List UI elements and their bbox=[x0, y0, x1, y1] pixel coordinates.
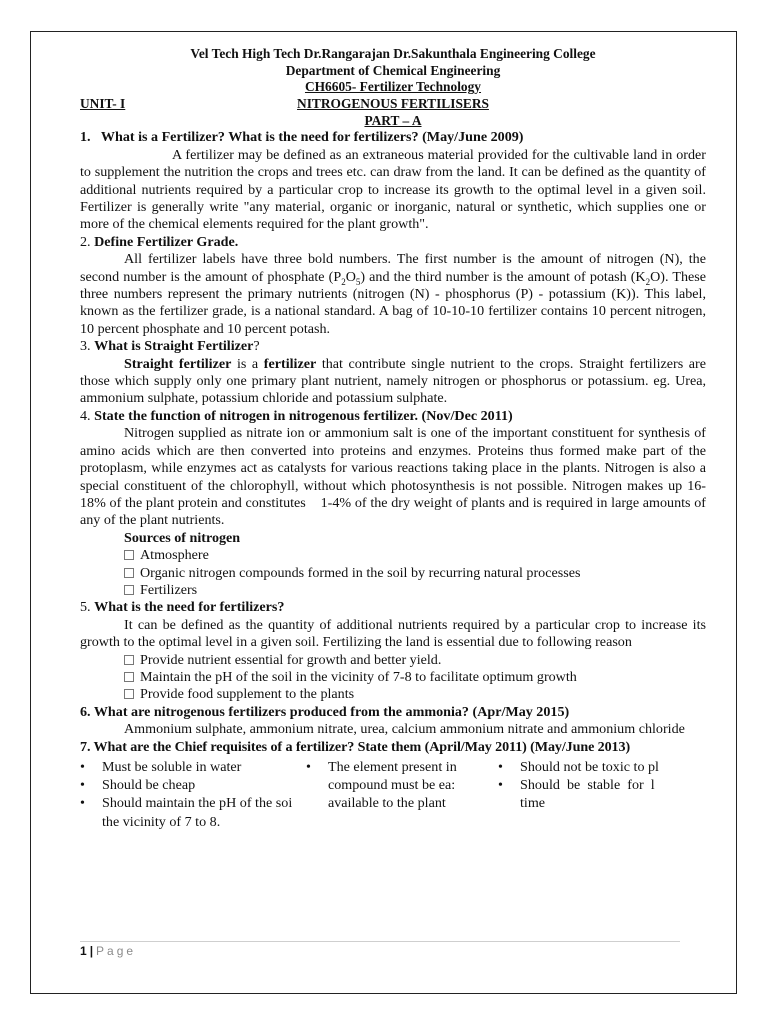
answer-5-text: It can be defined as the quantity of additional nutrients required by a particular crop to increase its growth to the optimal level in a given soil. Fertilizing the land is essential due to following reason bbox=[80, 616, 706, 651]
document-body bbox=[80, 46, 710, 836]
footer-divider bbox=[80, 941, 680, 942]
sub-o5: 5 bbox=[355, 276, 361, 287]
checkbox-glyph-icon bbox=[124, 568, 134, 578]
question-2-text: Define Fertilizer Grade. bbox=[94, 233, 239, 250]
requisite-item: • The element present in bbox=[306, 758, 474, 776]
question-7: 7. What are the Chief requisites of a fertilizer? State them (April/May 2011) (May/June 2013) bbox=[80, 738, 631, 755]
sub-k2: 2 bbox=[645, 276, 651, 287]
source-item bbox=[80, 547, 706, 564]
answer-1-text: A fertilizer may be defined as an extraneous material provided for the cultivable land in order to supplement the nutrition the crops and trees etc. can draw from the land. It can be defined as the quantity of additional nutrients required by a particular crop to increase its growth to the optimal level in a given soil. Fertilizer is generally write "any material, organic or inorganic, natural or synthetic, which supplies one or more of the chemical elements required for the plant growth". bbox=[80, 146, 706, 233]
answer-2-part-c: O). These three numbers represent the primary nutrients (nitrogen (N) - phosphorus (P) - potassium (K)). This label, known as the fertilizer grade, is a national standard. A bag of 10-10-10 fertilizer contains 10 percent nitrogen, 10 percent phosphate and 10 percent potash. bbox=[80, 268, 706, 337]
requisite-item-continued: the vicinity of 7 to 8. bbox=[102, 813, 221, 830]
checkbox-glyph-icon bbox=[124, 672, 134, 682]
page-number: 1 bbox=[80, 944, 87, 958]
requisite-item: • Must be soluble in water bbox=[80, 758, 306, 776]
requisites-column-3 bbox=[498, 758, 706, 813]
checkbox-glyph-icon bbox=[124, 655, 134, 665]
answer-4 bbox=[80, 425, 710, 529]
department-name: Department of Chemical Engineering bbox=[285, 62, 501, 78]
question-5-num: 5. bbox=[80, 599, 91, 616]
question-4 bbox=[80, 408, 706, 425]
question-2-num: 2. bbox=[80, 233, 91, 250]
reason-item bbox=[80, 669, 706, 686]
reason-item-text: Maintain the pH of the soil in the vicinity of 7-8 to facilitate optimum growth bbox=[140, 668, 577, 685]
reason-item-text: Provide food supplement to the plants bbox=[140, 686, 355, 703]
requisites-columns bbox=[80, 758, 706, 836]
question-3-qmark: ? bbox=[253, 338, 260, 355]
unit-label: UNIT- I bbox=[80, 95, 126, 111]
requisite-item-continued: time bbox=[520, 795, 546, 812]
course-title-text: CH6605- Fertilizer Technology bbox=[304, 79, 482, 95]
reason-item bbox=[80, 652, 706, 669]
answer-4-text: Nitrogen supplied as nitrate ion or ammonium salt is one of the important constituent for synthesis of amino acids which are then converted into proteins and enzymes. Proteins thus formed make part of the protoplasm, while enzymes act as catalysts for various reactions taking place in the plants. Nitrogen is also a special constituent of the chlorophyll, without which photosynthesis is not possible. Nitrogen makes up 16-18% of the plant protein and constitutes 1-4% of the dry weight of plants and is required in large amounts of any of the plant nutrients. bbox=[80, 425, 710, 529]
source-item-text: Fertilizers bbox=[140, 581, 198, 598]
source-item bbox=[80, 565, 706, 582]
requisite-item: • Should not be toxic to pl bbox=[498, 758, 706, 776]
part-heading-text: PART – A bbox=[364, 112, 422, 128]
source-item-text: Organic nitrogen compounds formed in the soil by recurring natural processes bbox=[140, 564, 581, 581]
answer-3-text: that contribute single nutrient to the crops. Straight fertilizers are those which supply only one primary plant nutrient, namely nitrogen or phosphorus or potassium. eg. Urea, ammonium sulphate, potassium chloride and potassium sulphate. bbox=[80, 355, 706, 407]
college-name: Vel Tech High Tech Dr.Rangarajan Dr.Sakunthala Engineering College bbox=[190, 46, 596, 61]
answer-1 bbox=[80, 147, 706, 234]
question-3-text: What is Straight Fertilizer bbox=[94, 338, 254, 355]
unit-title: NITROGENOUS FERTILISERS bbox=[297, 95, 489, 111]
requisite-item: • Should maintain the pH of the soi bbox=[80, 794, 306, 812]
question-5-text: What is the need for fertilizers? bbox=[94, 599, 285, 616]
answer-3 bbox=[80, 356, 706, 408]
answer-3-term2: fertilizer bbox=[263, 355, 317, 372]
question-1: 1. What is a Fertilizer? What is the need for fertilizers? (May/June 2009) bbox=[80, 129, 524, 146]
answer-6-text: Ammonium sulphate, ammonium nitrate, urea, calcium ammonium nitrate and ammonium chloride bbox=[124, 721, 685, 738]
question-3 bbox=[80, 338, 706, 355]
question-4-text: State the function of nitrogen in nitrogenous fertilizer. (Nov/Dec 2011) bbox=[94, 407, 513, 424]
page-label: Page bbox=[96, 944, 137, 958]
answer-2-o: O bbox=[345, 268, 356, 285]
answer-2 bbox=[80, 251, 706, 338]
answer-2-part-b: ) and the third number is the amount of potash (K bbox=[360, 268, 646, 285]
unit-row bbox=[80, 96, 706, 113]
answer-2-part-a: All fertilizer labels have three bold numbers. The first number is the amount of nitrogen (N), the second number is the amount of phosphate (P bbox=[80, 251, 706, 285]
reason-item-text: Provide nutrient essential for growth and better yield. bbox=[140, 651, 442, 668]
page-footer bbox=[80, 944, 136, 958]
reason-item bbox=[80, 686, 706, 703]
source-item bbox=[80, 582, 706, 599]
checkbox-glyph-icon bbox=[124, 585, 134, 595]
answer-3-term: Straight fertilizer bbox=[124, 355, 232, 372]
sources-heading: Sources of nitrogen bbox=[124, 529, 241, 546]
requisites-column-2 bbox=[306, 758, 474, 813]
answer-3-is-a: is a bbox=[231, 355, 264, 372]
answer-5 bbox=[80, 617, 706, 652]
part-heading bbox=[80, 113, 706, 130]
sub-p2: 2 bbox=[341, 276, 346, 287]
source-item-text: Atmosphere bbox=[140, 547, 209, 564]
question-2 bbox=[80, 234, 706, 251]
footer-separator: | bbox=[89, 944, 94, 958]
requisite-item: • Should be stable for l bbox=[498, 776, 706, 794]
course-title bbox=[80, 79, 706, 96]
requisite-item: • Should be cheap bbox=[80, 776, 306, 794]
requisites-column-1 bbox=[80, 758, 306, 831]
checkbox-glyph-icon bbox=[124, 689, 134, 699]
question-5 bbox=[80, 599, 706, 616]
requisite-item-continued: available to the plant bbox=[328, 795, 446, 812]
question-3-num: 3. bbox=[80, 338, 91, 355]
answer-6 bbox=[80, 721, 706, 738]
question-6: 6. What are nitrogenous fertilizers produced from the ammonia? (Apr/May 2015) bbox=[80, 703, 570, 720]
requisite-item-continued: compound must be ea: bbox=[328, 777, 456, 794]
question-4-num: 4. bbox=[80, 407, 91, 424]
checkbox-glyph-icon bbox=[124, 550, 134, 560]
